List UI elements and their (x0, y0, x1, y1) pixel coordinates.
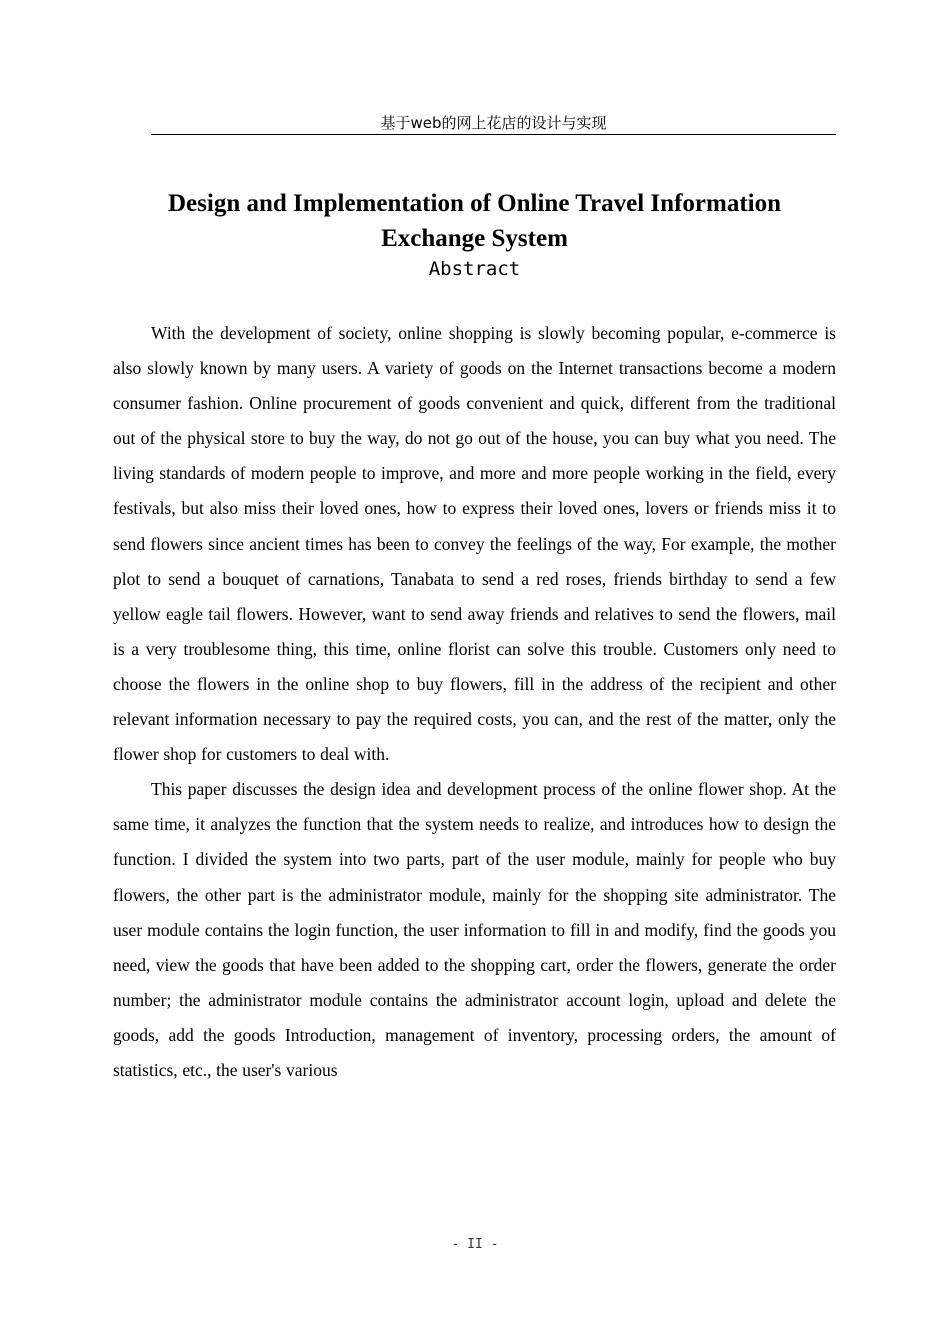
abstract-heading: Abstract (428, 258, 521, 280)
abstract-paragraph: This paper discusses the design idea and development process of the online flower shop. At the same time, it analyzes the function that the system needs to realize, and introduces how to design the function. I divided the system into two parts, part of the user module, mainly for people who buy flowers, the other part is the administrator module, mainly for the shopping site administrator. The user module contains the login function, the user information to fill in and modify, find the goods you need, view the goods that have been added to the shopping cart, order the flowers, generate the order number; the administrator module contains the administrator account login, upload and delete the goods, add the goods Introduction, management of inventory, processing orders, the amount of statistics, etc., the user's various (113, 779, 836, 1080)
header-divider (151, 134, 836, 135)
running-header: 基于web的网上花店的设计与实现 (380, 114, 607, 132)
abstract-body (113, 316, 836, 1088)
abstract-paragraph: With the development of society, online shopping is slowly becoming popular, e-commerce is also slowly known by many users. A variety of goods on the Internet transactions become a modern consumer fashion. Online procurement of goods convenient and quick, different from the traditional out of the physical store to buy the way, do not go out of the house, you can buy what you need. The living standards of modern people to improve, and more and more people working in the field, every festivals, but also miss their loved ones, how to express their loved ones, lovers or friends miss it to send flowers since ancient times has been to convey the feelings of the way, For example, the mother plot to send a bouquet of carnations, Tanabata to send a red roses, friends birthday to send a few yellow eagle tail flowers. However, want to send away friends and relatives to send the flowers, mail is a very troublesome thing, this time, online florist can solve this trouble. Customers only need to choose the flowers in the online shop to buy flowers, fill in the address of the recipient and other relevant information necessary to pay the required costs, you can, and the rest of the matter, only the flower shop for customers to deal with. (113, 323, 836, 765)
page-number: - II - (451, 1237, 499, 1252)
document-title: Design and Implementation of Online Travel Information Exchange System (168, 190, 781, 252)
